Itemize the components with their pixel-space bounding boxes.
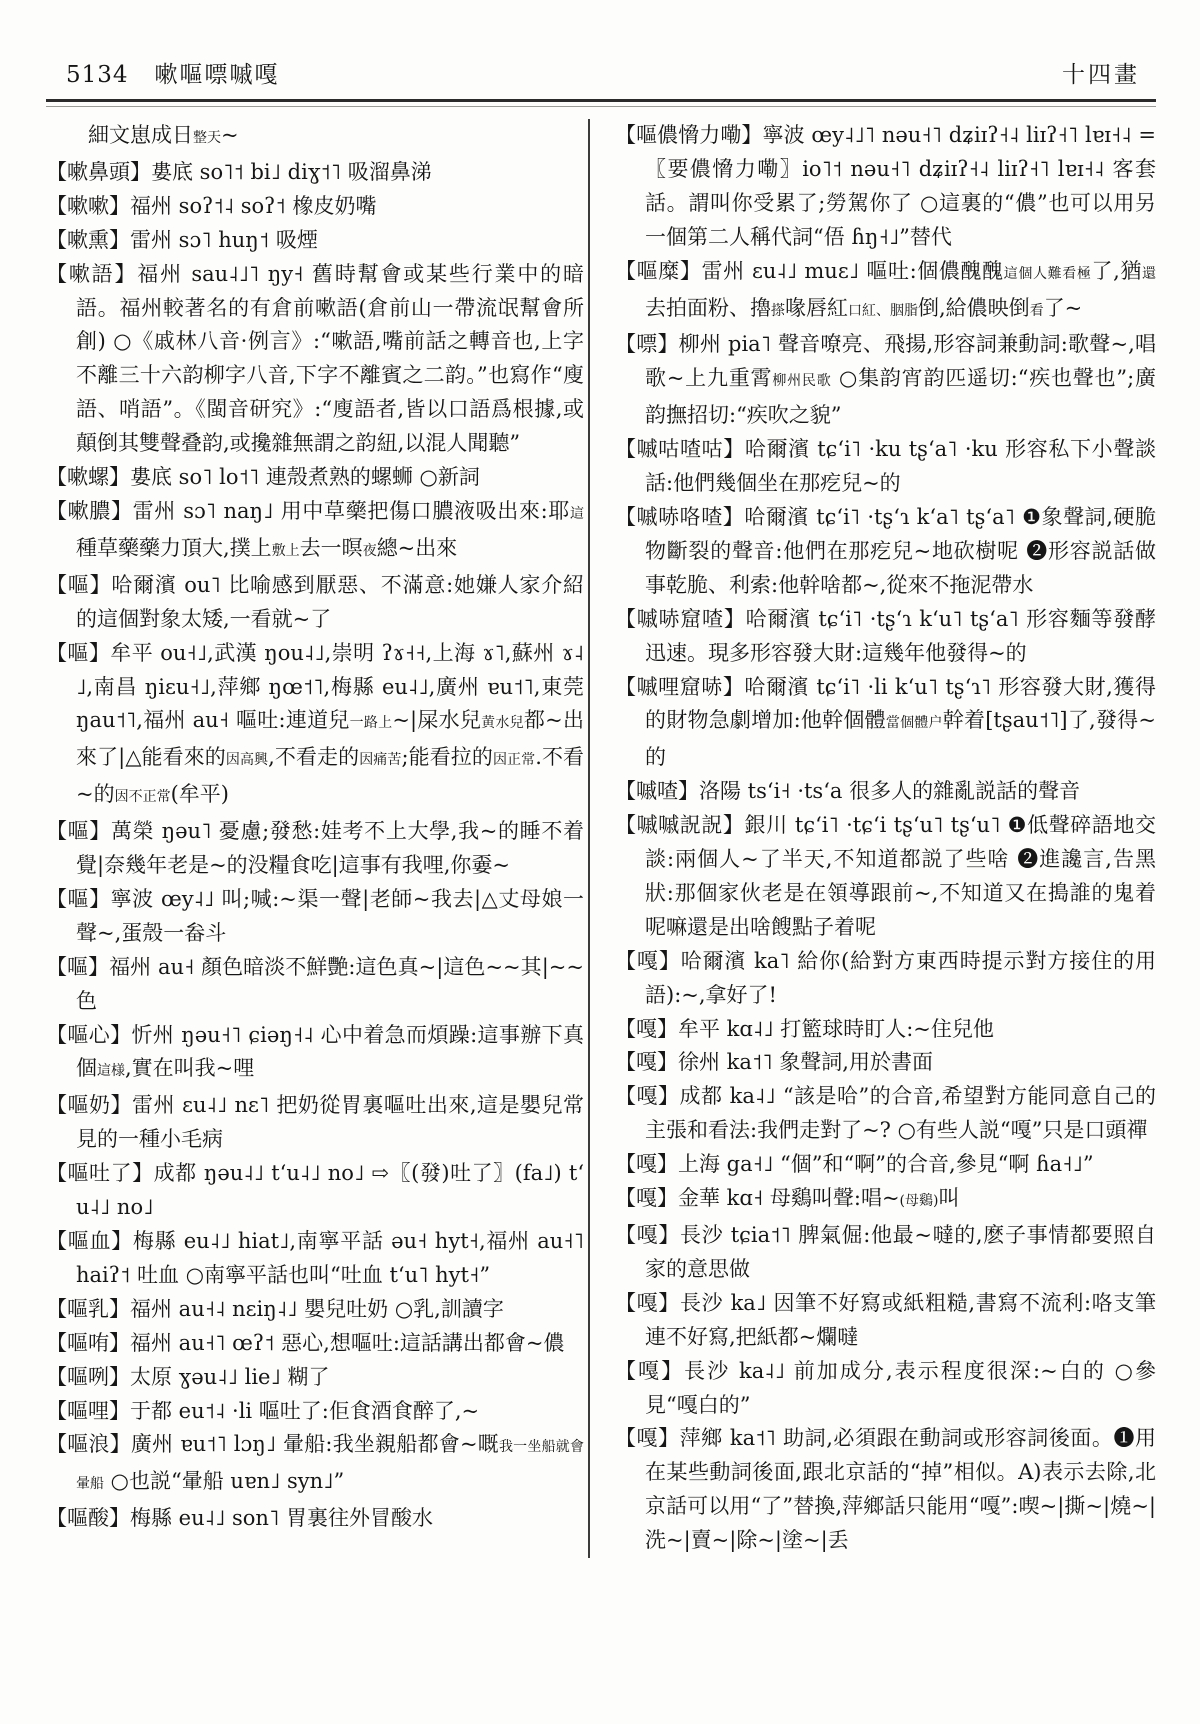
dictionary-entry [46,637,584,816]
annotation-small-text: 口紅、胭脂 [848,302,918,319]
entry-text: 【嗽膿】雷州 sɔ˥ naŋ˩ 用中草藥把傷口膿液吸出來:耶 [46,498,570,523]
dictionary-entry [615,809,1156,945]
annotation-small-text: 黄水兒 [481,715,524,732]
dictionary-entry [46,1361,584,1395]
entry-text: 細文崽成日 [88,123,193,147]
entry-text: 【嘁嘁詋詋】銀川 tɕʻi˥ ·tɕʻi tʂʻu˥ tʂʻu˥ ❶低聲碎語地交談:兩個人~了半天,不知道都説了些啥 ❷進讒言,告黑狀:那個家伙老是在領導跟前~,不知道又在搗誰的鬼着呢嘛還是出啥餿點子着呢 [615,813,1156,939]
dictionary-entry [46,461,584,495]
entry-text: 【嘔儂愶力嘞】寧波 œy˨˩˥ nəu˧˥ dʑiɪʔ˧˨ liɪʔ˧˥ lɐɪ˧˨ =〖要儂愶力嘞〗io˥˦ nəu˧˥ dʑiɪʔ˧˨ liɪʔ˧˥ lɐɪ˧˨ 客套話。謂叫你受累了;勞駕你了 ○這裏的“儂”也可以用另一個第二人稱代詞“俉 ɦŋ˧˩”替代 [615,123,1156,249]
dictionary-entry [46,1089,584,1157]
entry-text: 【嘔酸】梅縣 eu˨˩ son˥ 胃裏往外冒酸水 [46,1506,433,1531]
dictionary-entry [46,190,584,224]
header-rule [46,99,1156,107]
entry-text: 去拍面粉、擼 [645,295,771,320]
dictionary-entry [615,945,1156,1013]
dictionary-entry [46,1327,584,1361]
entry-text: 【嘌】柳州 pia˥ 聲音嘹亮、飛揚,形容詞兼動詞:歌聲~,唱歌~上九重霄 [615,332,1156,391]
annotation-small-text: 柳州民歌 [772,373,832,390]
annotation-small-text: 看 [1029,302,1044,319]
dictionary-entry [46,1428,584,1502]
annotation-small-text: 搽 [771,302,785,319]
entry-text: 【嘔糜】雷州 ɛu˨˩ muɛ˩ 嘔吐:個儂醜醜 [615,258,1004,283]
entry-text: 【嘎】成都 ka˨˩ “該是哈”的合音,希望對方能同意自己的主張和看法:我們走對了~? ○有些人説“嘎”只是口頭禪 [615,1084,1156,1143]
entry-text: 【嗽語】福州 sau˨˩˥ ŋy˧ 舊時幫會或某些行業中的暗語。福州較著名的有倉前嗽語(倉前山一帶流氓幫會所創) ○《戚林八音·例言》:“嗽語,嘴前話之轉音也,上字不離三十六韵柳字八音,下字不離賓之二韵。”也寫作“廋語、哨語”。《閩音研究》:“廋語者,皆以口語爲根據,或顛倒其雙聲叠韵,或攙雜無謂之韵紐,以混人聞聽” [46,261,584,456]
entry-text: 都~出來了|△能看來的 [76,708,585,770]
annotation-small-text: 一路上 [349,715,393,732]
entry-text: 叫 [938,1186,960,1211]
entry-text: .不看~的 [76,745,585,807]
entry-text: ,不看走的 [268,745,360,770]
annotation-small-text: 整天 [193,130,221,146]
dictionary-entry [615,1287,1156,1355]
annotation-small-text: 這 [570,505,584,522]
annotation-small-text: 還 [1142,265,1156,282]
entry-text: ;能看拉的 [401,745,493,770]
entry-text: 倒,給儂映倒 [918,295,1030,320]
annotation-small-text: 這個人難看極 [1003,265,1092,282]
entry-text: 【嗽嗽】福州 soʔ˦˨ soʔ˦ 橡皮奶嘴 [46,193,377,218]
dictionary-entry [615,433,1156,501]
dictionary-entry [615,775,1156,809]
dictionary-entry [615,1182,1156,1219]
entry-text: ,實在叫我~哩 [125,1056,255,1081]
dictionary-entry [46,883,584,951]
annotation-small-text: 夜 [362,542,377,559]
page-number: 5134 [66,62,129,88]
dictionary-entry [615,328,1156,433]
entry-text: 【嘔】福州 au˧ 顏色暗淡不鮮艷:這色真~|這色~~其|~~色 [46,954,584,1013]
stroke-section-label: 十四畫 [1062,62,1140,88]
entry-text: 去一暝 [299,535,363,560]
dictionary-entry [46,1019,584,1090]
dictionary-entry [46,569,584,637]
annotation-small-text: 敷上 [271,542,300,559]
entry-text: 【嘎】長沙 tɕia˦˥ 脾氣倔:他最~噠的,麽子事情都要照自家的意思做 [615,1223,1156,1281]
text-columns [46,119,1156,1558]
entry-text: ○集韵宵韵匹遥切:“疾也聲也”;廣韵撫招切:“疾吹之貌” [645,366,1156,428]
entry-text: 【嘔】寧波 œy˨˩ 叫;喊:~渠一聲|老師~我去|△丈母娘一聲~,蛋殼一畚斗 [46,886,584,945]
dictionary-entry [615,1080,1156,1148]
entry-text: 【嗽螺】婁底 so˥ lo˦˥ 連殼煮熟的螺蛳 ○新詞 [46,465,480,490]
entry-text: 【嘁哧窟喳】哈爾濱 tɕʻi˥ ·tʂʻɿ kʻu˥ tʂʻa˥ 形容麵等發酵迅速。現多形容發大財:這幾年他發得~的 [615,606,1156,665]
dictionary-entry [46,951,584,1019]
entry-text: 【嘎】哈爾濱 ka˥ 給你(給對方東西時提示對方接住的用語):~,拿好了! [615,948,1156,1007]
entry-text: (牟平) [170,782,229,807]
entry-text: 【嘔咧】太原 ɣəu˨˩ lie˩ 糊了 [46,1364,330,1389]
entry-text: 【嘔乳】福州 au˧˨ nɛiŋ˨˩ 嬰兒吐奶 ○乳,訓讀字 [46,1296,504,1321]
dictionary-entry [46,119,584,156]
entry-text: 【嘎】萍鄉 ka˦˥ 助詞,必須跟在動詞或形容詞後面。❶用在某些動詞後面,跟北京話的“掉”相似。A)表示去除,北京話可以用“了”替換,萍鄉話只能用“嘎”:喫~|撕~|燒~|洗~|賣~|除~|塗~|丢 [615,1426,1156,1553]
dictionary-entry [615,119,1156,255]
annotation-small-text: 我一坐船就會暈船 [76,1439,585,1493]
entry-text: 【嘎】長沙 ka˨˩ 前加成分,表示程度很深:~白的 ○參見“嘎白的” [615,1358,1156,1417]
entry-text: ~ [221,123,239,147]
entry-text: 總~出來 [376,535,458,560]
entry-text: 【嘎】牟平 kɑ˨˩ 打籃球時盯人:~住兒他 [615,1016,994,1041]
page-title-chars: 嗽嘔嘌嘁嘎 [154,62,280,88]
column-left [46,119,588,1558]
entry-text: 【嘔浪】廣州 ɐu˦˥ lɔŋ˩ 暈船:我坐親船都會~嘅 [46,1432,499,1457]
entry-text: 【嘔哩】于都 eu˦˨ ·li 嘔吐了:佢食酒食醉了,~ [46,1398,480,1423]
entry-text: 【嘔】哈爾濱 ou˥ 比喻感到厭惡、不滿意:她嫌人家介紹的這個對象太矮,一看就~了 [46,572,584,631]
entry-text: 幹着[tʂau˦˥]了,發得~的 [645,708,1157,770]
dictionary-entry [46,1395,584,1429]
entry-text: 種草藥藥力頂大,撲上 [76,535,272,560]
entry-text: 【嗽鼻頭】婁底 so˥˦ bi˩ diɣ˦˥ 吸溜鼻涕 [46,159,432,184]
annotation-small-text: (母鷄) [899,1193,939,1210]
dictionary-entry [615,1013,1156,1047]
dictionary-entry [615,1422,1156,1558]
dictionary-entry [46,495,584,569]
entry-text: 了~ [1043,295,1083,320]
entry-text: 【嘔吐了】成都 ŋəu˨˩ tʻu˨˩ no˩ ⇨〖(發)吐了〗(fa˩) tʻu˨˩ no˩ [46,1161,584,1220]
header-left-group [66,56,280,89]
dictionary-entry [46,224,584,258]
entry-text: 【嘔心】忻州 ŋəu˧˥ ɕiəŋ˧˨ 心中着急而煩躁:這事辦下真個 [46,1022,584,1081]
dictionary-entry [615,1355,1156,1423]
entry-text: 【嘎】徐州 ka˦˥ 象聲詞,用於書面 [615,1050,933,1075]
annotation-small-text: 這様 [97,1063,125,1080]
entry-text: 【嘎】金華 kɑ˧ 母鷄叫聲:唱~ [615,1186,900,1211]
dictionary-entry [615,501,1156,603]
dictionary-entry [46,1225,584,1293]
dictionary-entry [615,671,1156,776]
dictionary-entry [46,1157,584,1225]
entry-text: 【嘁哧咯喳】哈爾濱 tɕʻi˥ ·tʂʻɿ kʻa˥ tʂʻa˥ ❶象聲詞,硬脆物斷裂的聲音:他們在那疙兒~地砍樹呢 ❷形容説話做事乾脆、利索:他幹啥都~,從來不拖泥帶水 [615,504,1156,597]
dictionary-entry [46,258,584,461]
dictionary-entry [615,1219,1156,1287]
entry-text: ~|屎水兒 [392,708,482,733]
entry-text: 【嘁喳】洛陽 tsʻi˧ ·tsʻa 很多人的雜亂説話的聲音 [615,779,1081,804]
entry-text: 【嘁咕喳咕】哈爾濱 tɕʻi˥ ·ku tʂʻa˥ ·ku 形容私下小聲談話:他們幾個坐在那疙兒~的 [615,437,1156,496]
dictionary-entry [46,815,584,883]
dictionary-entry [46,1502,584,1536]
column-right [588,119,1156,1558]
page-header [0,0,1200,99]
entry-text: 了,猶 [1091,258,1142,283]
entry-text: 【嘁哩窟哧】哈爾濱 tɕʻi˥ ·li kʻu˥ tʂʻɿ˥ 形容發大財,獲得的財物急劇增加:他幹個體 [615,674,1156,733]
entry-text: ○也説“暈船 uɐn˩ syn˩” [104,1469,345,1494]
dictionary-entry [46,156,584,190]
entry-text: 【嘔奶】雷州 ɛu˨˩ nɛ˥ 把奶從胃裏嘔吐出來,這是嬰兒常見的一種小毛病 [46,1093,584,1152]
annotation-small-text: 因不正常 [114,789,171,806]
annotation-small-text: 當個體户 [885,715,943,732]
dictionary-entry [46,1293,584,1327]
dictionary-entry [615,603,1156,671]
entry-text: 【嘔】牟平 ou˧˩,武漢 ŋou˨˩,崇明 ʔɤ˧˧,上海 ɤ˥,蘇州 ɤ˨˩,南昌 ŋiɛu˧˩,萍鄉 ŋœ˦˥,梅縣 eu˨˩,廣州 ɐu˦˥,東莞 ŋau˦˥,福州 au˧ 嘔吐:連道兒 [46,640,584,733]
annotation-small-text: 因高興 [225,752,269,769]
entry-text: 【嘔】萬榮 ŋəu˥ 憂慮;發愁:娃考不上大學,我~的睡不着覺|奈幾年老是~的没糧食吃|這事有我哩,你嫑~ [46,819,584,878]
dictionary-entry [615,255,1156,329]
entry-text: 喙唇紅 [785,295,848,320]
entry-text: 【嘎】上海 ga˧˩ “個”和“啊”的合音,參見“啊 ɦa˧˩” [615,1152,1094,1177]
dictionary-entry [615,1148,1156,1182]
entry-text: 【嘎】長沙 ka˩ 因筆不好寫或紙粗糙,書寫不流利:咯支筆連不好寫,把紙都~爛噠 [615,1290,1156,1349]
annotation-small-text: 因痛苦 [359,752,402,769]
dictionary-entry [615,1046,1156,1080]
entry-text: 【嘔哊】福州 au˧˥ œʔ˦ 惡心,想嘔吐:這話講出都會~儂 [46,1330,565,1355]
entry-text: 【嘔血】梅縣 eu˨˩ hiat˩,南寧平話 əu˧ hyt˧,福州 au˧˥ haiʔ˦ 吐血 ○南寧平話也叫“吐血 tʻu˥ hyt˧” [46,1229,584,1287]
entry-text: 【嗽熏】雷州 sɔ˥ huŋ˦ 吸煙 [46,227,318,252]
annotation-small-text: 因正常 [492,752,536,769]
